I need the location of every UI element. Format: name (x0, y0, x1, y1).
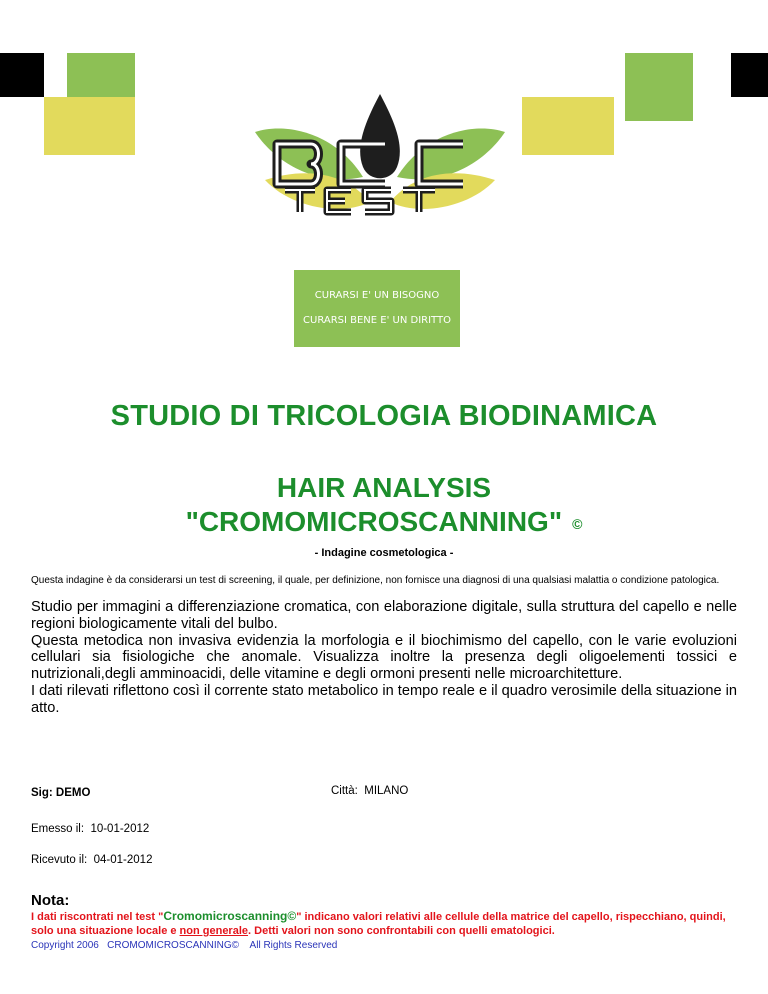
issued-date (31, 823, 149, 835)
copyright-symbol: © (572, 515, 583, 532)
city-label: Città: (331, 785, 358, 797)
decor-yellow-square-right (522, 97, 614, 155)
note-heading: Nota: (31, 892, 70, 909)
description-paragraph-2: Questa metodica non invasiva evidenzia la morfologia e il biochimismo del capello, con le varie evoluzioni cellulari sia fisiologiche che anomale. Visualizza inoltre la presenza degli oligoelementi tossici e nutrizionali,degli amminoacidi, delle vitamine e degli ormoni presenti nelle microarchitetture. (31, 632, 737, 683)
disclaimer: Questa indagine è da considerarsi un test di screening, il quale, per definizione, non fornisce una diagnosi di una qualsiasi malattia o condizione patologica. (31, 575, 720, 586)
bcc-test-logo (245, 92, 515, 217)
note-brand: Cromomicroscanning© (163, 909, 297, 923)
decor-black-square-right (731, 53, 768, 97)
hair-analysis-title (0, 471, 768, 541)
received-date (31, 854, 152, 866)
description-paragraph-1: Studio per immagini a differenziazione cromatica, con elaborazione digitale, sulla struttura del capello e nelle regioni biologicamente vitali del bulbo. (31, 599, 737, 632)
received-value: 04-01-2012 (93, 854, 153, 866)
issued-label: Emesso il: (31, 823, 85, 835)
tagline-line1: CURARSI E' UN BISOGNO (314, 290, 440, 301)
subtitle: - Indagine cosmetologica - (314, 547, 454, 559)
description-paragraph-3: I dati rilevati riflettono così il corrente stato metabolico in tempo reale e il quadro verosimile della situazione in atto. (31, 682, 737, 716)
copyright-line: Copyright 2006 CROMOMICROSCANNING© All Rights Reserved (31, 940, 338, 951)
city-value: MILANO (364, 785, 409, 797)
decor-black-square-left (0, 53, 44, 97)
decor-green-square-right (625, 53, 693, 121)
description (31, 599, 737, 717)
issued-value: 10-01-2012 (90, 823, 150, 835)
tagline-line2: CURARSI BENE E' UN DIRITTO (303, 315, 451, 326)
hair-analysis-line2 (0, 505, 768, 541)
main-title: STUDIO DI TRICOLOGIA BIODINAMICA (110, 400, 658, 432)
decor-yellow-square-left (44, 97, 135, 155)
tagline-box (294, 270, 460, 347)
note-underlined: non generale (179, 925, 249, 937)
client-city (331, 785, 408, 797)
cromomicroscanning-title: "CROMOMICROSCANNING" (185, 506, 563, 537)
hair-analysis-line1: HAIR ANALYSIS (276, 472, 492, 503)
received-label: Ricevuto il: (31, 854, 88, 866)
note-text: I dati riscontrati nel test "Cromomicroscanning©" indicano valori relativi alle cellule della matrice del capello, rispecchiano, quindi, solo una situazione locale e non generale. Detti valori non sono confrontabili con quelli ematologici. (31, 909, 726, 937)
client-name: Sig: DEMO (31, 787, 91, 799)
